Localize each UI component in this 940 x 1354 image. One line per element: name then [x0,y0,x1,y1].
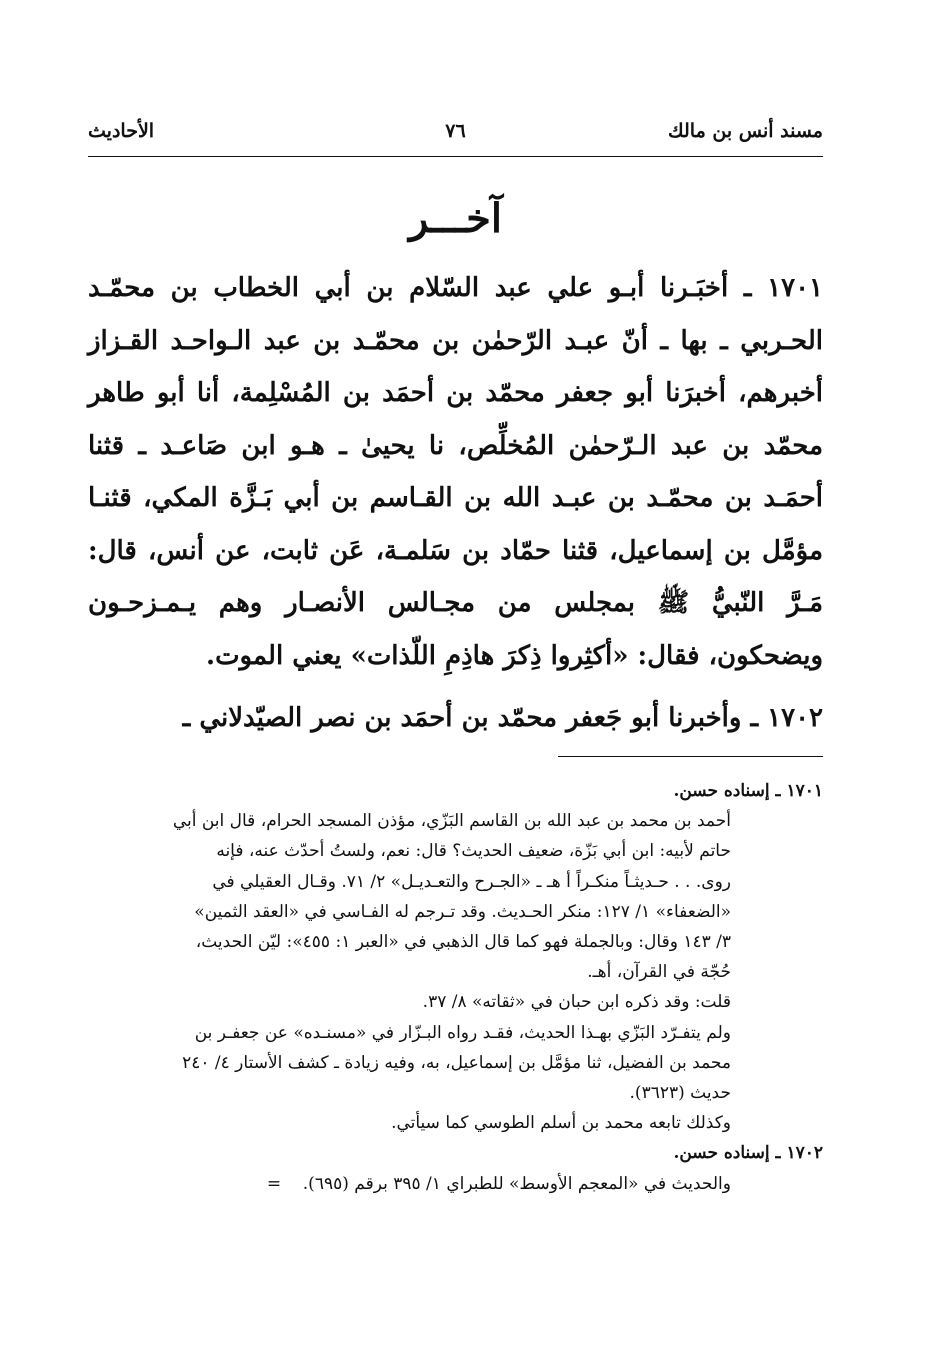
main-text [88,262,823,745]
footnote-line: حديث (٣٦٢٣). [629,1083,731,1104]
continuation-mark: = [266,1173,282,1194]
footnote-1701-heading: ١٧٠١ ـ إسناده حسن. [673,781,823,801]
footnote-1702-heading: ١٧٠٢ ـ إسناده حسن. [673,1143,823,1164]
footnote-note-ibn-hibban: قلت: وقد ذكره ابن حبان في «ثقاته» ٨/ ٣٧. [422,992,731,1013]
page-header [88,120,823,154]
footnote-note-tusi: وكذلك تابعه محمد بن أسلم الطوسي كما سيأتي. [391,1113,731,1134]
footnote-line: «الضعفاء» ١/ ١٢٧: منكر الحـديث. وقد تـرجم له الفـاسي في «العقد الثمين» [194,901,731,922]
footnote-line: أحمد بن محمد بن عبد الله بن القاسم البَزّي، مؤذن المسجد الحرام، قال ابن أبي [172,811,731,832]
footnote-line: حاتم لأبيه: ابن أبي بَزّة، ضعيف الحديث؟ قال: نعم، ولستُ أحدّث عنه، فإنه [216,841,731,862]
footnote-1702-line [88,1169,823,1199]
footnote-line: روى. . . حـديثـاً منكـراً أ هـ ـ «الجـرح والتعـديـل» ٢/ ٧١. وقـال العقيلي في [212,871,731,892]
running-book-title: مسند أنس بن مالك [668,120,823,142]
hadith-1702: ١٧٠٢ ـ وأخبرنا أبو جَعفر محمّد بن أحمَد بن نصر الصيّدلاني ـ [182,703,823,733]
header-divider [88,156,823,157]
footnote-line: محمد بن الفضيل، ثنا مؤمَّل بن إسماعيل، به، وفيه زيادة ـ كشف الأستار ٤/ ٢٤٠ [182,1052,731,1073]
footnote-line: ٣/ ١٤٣ وقال: وبالجملة فهو كما قال الذهبي في «العبر ١: ٤٥٥»: ليّن الحديث، [195,932,731,953]
page-number: ٧٦ [445,120,466,142]
section-title: آخـــر [408,195,503,242]
footnote-divider [558,756,823,757]
hadith-1701: ١٧٠١ ـ أخبَـرنا أبـو علي عبد السّلام بن أبي الخطاب بن محمّـد الحـربي ـ بها ـ أنّ عبـد الرّحمٰن بن محمّـد بن عبد الـواحـد القـزاز أخبرهم، أخبرَنا أبو جعفر محمّد بن أحمَد بن المُسْلِمة، أنا أبو طاهر محمّد بن عبد الـرّحمٰن المُخلِّص، نا يحيىٰ ـ هـو ابن صَاعـد ـ قثنا أحمَـد بن محمّـد بن عبـد الله بن القـاسم بن أبي بَـزَّة المكي، قثنـا مؤمَّل بن إسماعيل، قثنا حمّاد بن سَلمـة، عَن ثابت، عن أنس، قال: مَـرَّ النّبيُّ ﷺ بمجلس من مجـالس الأنصـار وهم يـمـزحـون ويضحكون، فقال: «أكثِروا ذِكرَ هاذِمِ اللّذات» يعني الموت. [88,273,823,671]
footnote-line: حُجّة في القرآن، أهـ. [587,962,731,983]
footnote-line: ولم يتفـرّد البَزّي بهـذا الحديث، فقـد رواه البـزّار في «مسنـده» عن جعفـر بن [194,1022,731,1043]
footnote-1702-text: والحديث في «المعجم الأوسط» للطبراي ١/ ٣٩٥ برقم (٦٩٥). [302,1173,731,1194]
running-section-title: الأحاديث [88,120,155,142]
footnotes [88,776,823,1199]
